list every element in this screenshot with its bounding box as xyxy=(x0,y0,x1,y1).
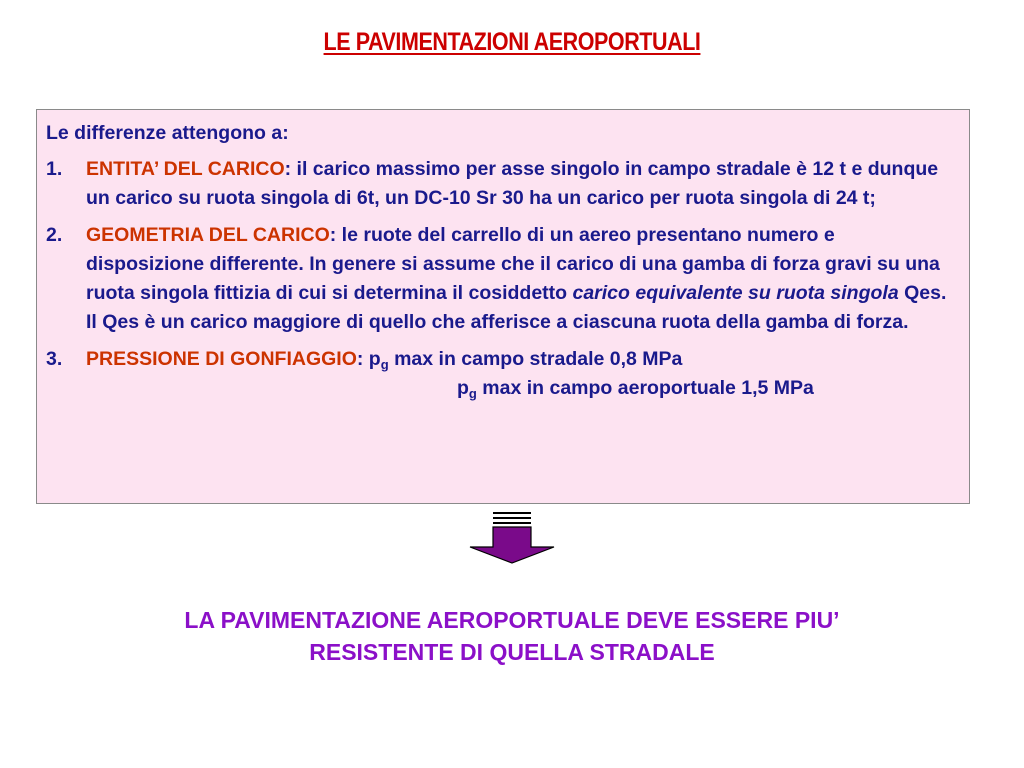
conclusion-line-2: RESISTENTE DI QUELLA STRADALE xyxy=(309,639,715,665)
conclusion-text xyxy=(0,604,1024,668)
down-arrow-icon xyxy=(466,511,558,565)
conclusion-line-1: LA PAVIMENTAZIONE AEROPORTUALE DEVE ESSERE PIU’ xyxy=(184,607,840,633)
pg-subscript: g xyxy=(380,357,389,372)
content-box xyxy=(36,109,970,504)
pg-subscript: g xyxy=(468,386,477,401)
item-text: : il carico massimo per asse singolo in campo stradale è 12 t e dunque un carico su ruota singola di 6t, un DC-10 Sr 30 ha un carico per ruota singola di 24 t; xyxy=(86,158,939,209)
intro-text: Le differenze attengono a: xyxy=(46,122,289,144)
item-number: 1. xyxy=(46,158,63,180)
slide-title: LE PAVIMENTAZIONI AEROPORTUALI xyxy=(323,28,701,56)
list-item-2 xyxy=(46,221,957,337)
list-item-1 xyxy=(46,155,957,213)
item-number: 3. xyxy=(46,348,63,370)
item-body xyxy=(86,345,957,403)
pg-symbol: p xyxy=(457,377,469,399)
arrow-body xyxy=(470,527,554,563)
pressure-road-text: max in campo stradale 0,8 MPa xyxy=(388,348,683,370)
item-body xyxy=(86,221,957,337)
arrow-stripe xyxy=(493,517,531,519)
arrow-stripe xyxy=(493,522,531,524)
item-number: 2. xyxy=(46,224,63,246)
item-separator: : xyxy=(356,348,369,370)
item-heading: PRESSIONE DI GONFIAGGIO xyxy=(86,348,357,370)
pressure-airport-text: max in campo aeroportuale 1,5 MPa xyxy=(476,377,814,399)
arrow-stripe xyxy=(493,512,531,514)
item-text: Qes. Il Qes è un carico maggiore di quello che afferisce a ciascuna ruota della gamba di forza. xyxy=(86,282,947,333)
pg-symbol: p xyxy=(368,348,381,370)
item-heading: ENTITA’ DEL CARICO xyxy=(86,158,285,180)
item-body xyxy=(86,155,957,213)
list-item-3 xyxy=(46,345,957,403)
pressure-line-road xyxy=(86,345,682,374)
item-text-italic: carico equivalente su ruota singola xyxy=(572,282,899,304)
item-text: : le ruote del carrello di un aereo presentano numero e disposizione differente. In genere si assume che il carico di una gamba di forza gravi su una ruota singola fittizia di cui si determina il cosiddetto xyxy=(86,224,940,304)
pressure-line-airport xyxy=(86,374,957,403)
item-heading: GEOMETRIA DEL CARICO xyxy=(86,224,330,246)
